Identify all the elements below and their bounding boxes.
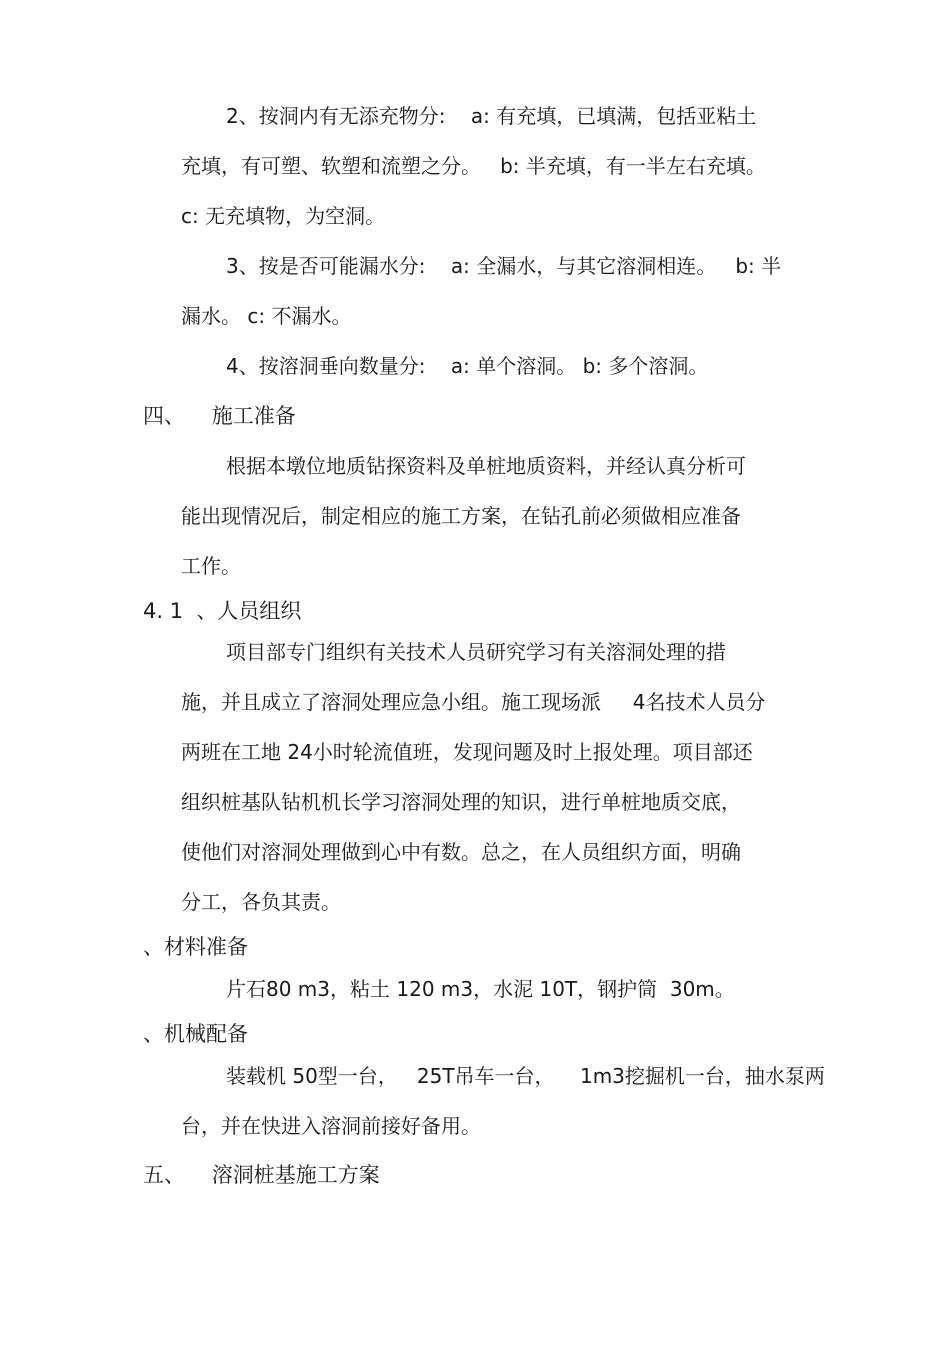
- para-line: 能出现情况后，制定相应的施工方案，在钻孔前必须做相应准备: [181, 504, 741, 528]
- section-heading: 四、 施工准备: [143, 404, 296, 428]
- section-heading: 五、 溶洞桩基施工方案: [143, 1163, 380, 1187]
- subsection-heading: 4. 1 、人员组织: [143, 599, 302, 623]
- para-line: 使他们对溶洞处理做到心中有数。总之，在人员组织方面，明确: [181, 840, 741, 864]
- para-line: c: 无充填物，为空洞。: [181, 204, 386, 228]
- subsection-heading: 、机械配备: [143, 1022, 248, 1046]
- para-line: 根据本墩位地质钻探资料及单桩地质资料，并经认真分析可: [226, 454, 746, 478]
- para-line: 4、按溶洞垂向数量分: a: 单个溶洞。 b: 多个溶洞。: [226, 354, 709, 378]
- para-line: 漏水。 c: 不漏水。: [181, 304, 352, 328]
- para-line: 2、按洞内有无添充物分: a: 有充填，已填满，包括亚粘土: [226, 104, 757, 128]
- para-line: 组织桩基队钻机机长学习溶洞处理的知识，进行单桩地质交底，: [181, 790, 741, 814]
- para-line: 项目部专门组织有关技术人员研究学习有关溶洞处理的措: [226, 640, 726, 664]
- para-line: 施，并且成立了溶洞处理应急小组。施工现场派 4名技术人员分: [181, 690, 766, 714]
- subsection-heading: 、材料准备: [143, 935, 248, 959]
- para-line: 两班在工地 24小时轮流值班，发现问题及时上报处理。项目部还: [181, 740, 753, 764]
- para-line: 分工，各负其责。: [181, 890, 341, 914]
- para-line: 片石80 m3，粘土 120 m3，水泥 10T，钢护筒 30m。: [226, 977, 735, 1001]
- para-line: 充填，有可塑、软塑和流塑之分。 b: 半充填，有一半左右充填。: [181, 154, 766, 178]
- para-line: 台，并在快进入溶洞前接好备用。: [181, 1114, 481, 1138]
- para-line: 工作。: [181, 554, 241, 578]
- para-line: 装载机 50型一台， 25T吊车一台， 1m3挖掘机一台，抽水泵两: [226, 1064, 825, 1088]
- para-line: 3、按是否可能漏水分: a: 全漏水，与其它溶洞相连。 b: 半: [226, 254, 782, 278]
